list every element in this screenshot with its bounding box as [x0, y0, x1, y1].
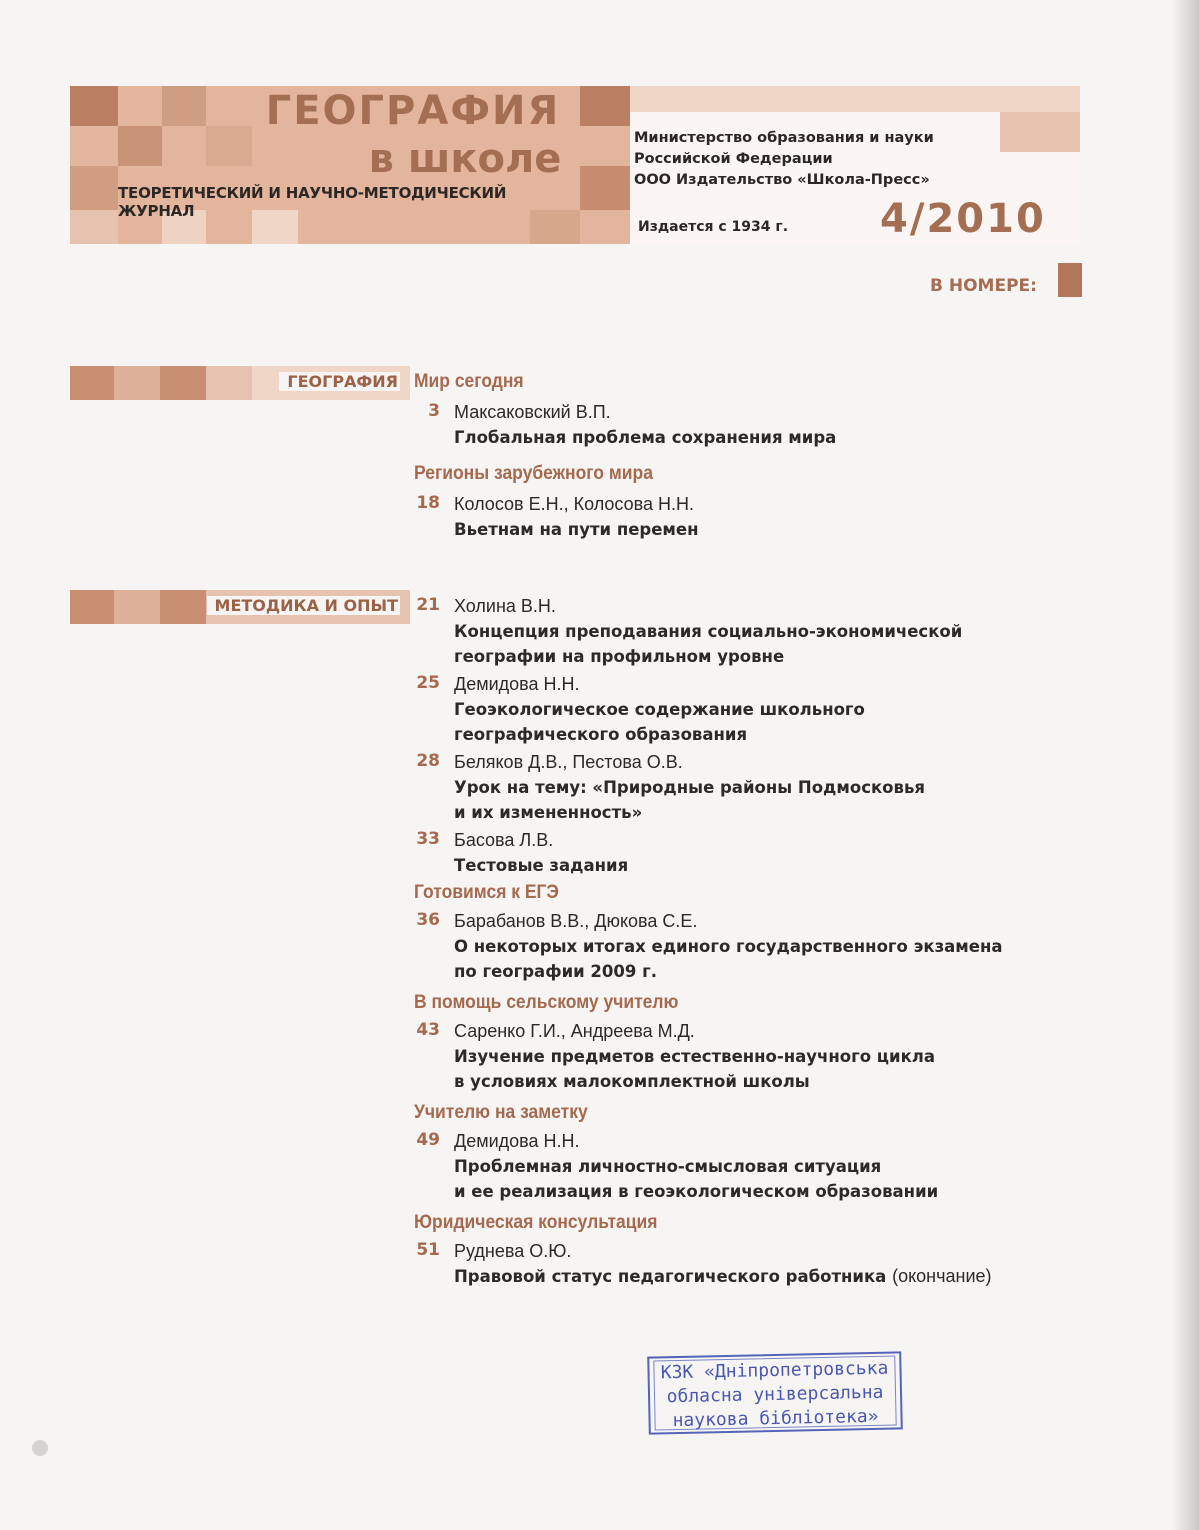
masthead-square: [206, 126, 252, 166]
entry-title: и ее реализация в геоэкологическом образовании: [454, 1182, 939, 1201]
issue-number: 4/2010: [880, 196, 1046, 242]
in-issue-square: [1058, 263, 1082, 297]
in-issue-heading: В НОМЕРЕ:: [930, 276, 1037, 296]
entry-title: и их измененность»: [454, 803, 643, 822]
toc-entry[interactable]: [414, 492, 836, 542]
entry-author: Холина В.Н.: [454, 596, 556, 616]
section-label: МЕТОДИКА И ОПЫТ: [207, 596, 400, 615]
entry-title: Изучение предметов естественно-научного цикла: [454, 1047, 936, 1066]
toc-entry[interactable]: [414, 1019, 1114, 1094]
masthead-square: [580, 166, 630, 210]
entry-title: по географии 2009 г.: [454, 962, 657, 981]
publisher-line: ООО Издательство «Школа-Пресс»: [634, 172, 930, 188]
toc-entry[interactable]: [414, 672, 1114, 747]
rubric-heading: Регионы зарубежного мира: [414, 463, 653, 484]
rubric-heading: Готовимся к ЕГЭ: [414, 882, 559, 903]
entry-title: Вьетнам на пути перемен: [454, 520, 699, 539]
stamp-line: наукова бібліотека»: [672, 1405, 879, 1432]
masthead-square: [630, 86, 1080, 112]
entry-title: Тестовые задания: [454, 856, 629, 875]
entry-title: Геоэкологическое содержание школьного: [454, 700, 865, 719]
page-number: 3: [428, 401, 440, 421]
section-label: ГЕОГРАФИЯ: [279, 372, 400, 391]
toc-section: [414, 594, 1114, 1289]
entry-author: Демидова Н.Н.: [454, 1131, 580, 1151]
entry-title: географии на профильном уровне: [454, 647, 785, 666]
entry-author: Демидова Н.Н.: [454, 674, 580, 694]
toc-section: [414, 370, 836, 542]
rubric-heading: В помощь сельскому учителю: [414, 992, 679, 1013]
entry-author: Руднева О.Ю.: [454, 1241, 572, 1261]
entry-author: Беляков Д.В., Пестова О.В.: [454, 752, 683, 772]
toc-entry[interactable]: [414, 594, 1114, 669]
publisher-block: [634, 128, 994, 191]
publisher-line: Российской Федерации: [634, 151, 833, 167]
page-number: 18: [416, 493, 440, 513]
entry-title: [454, 1264, 1114, 1289]
stamp-line: КЗК «Дніпропетровська: [660, 1357, 889, 1384]
stamp-text: [649, 1356, 900, 1433]
entry-title: Урок на тему: «Природные районы Подмосковья: [454, 778, 925, 797]
binding-hole: [32, 1440, 48, 1456]
entry-title: в условиях малокомплектной школы: [454, 1072, 810, 1091]
page-number: 51: [416, 1240, 440, 1260]
entry-title: Проблемная личностно-смысловая ситуация: [454, 1157, 882, 1176]
page-number: 33: [416, 829, 440, 849]
journal-title: ГЕОГРАФИЯ: [265, 88, 561, 134]
masthead-square: [70, 210, 118, 244]
entry-title-note: (окончание): [892, 1266, 992, 1286]
entry-title-text: Правовой статус педагогического работника: [454, 1267, 887, 1286]
toc-entry[interactable]: [414, 750, 1114, 825]
masthead-square: [162, 86, 206, 126]
toc-entry[interactable]: [414, 828, 1114, 878]
section-band-geography: [70, 366, 410, 400]
page-number: 21: [416, 595, 440, 615]
published-since: Издается с 1934 г.: [638, 219, 789, 235]
entry-author: Максаковский В.П.: [454, 402, 611, 422]
entry-author: Колосов Е.Н., Колосова Н.Н.: [454, 494, 695, 514]
entry-author: Басова Л.В.: [454, 830, 554, 850]
masthead-square: [118, 126, 162, 166]
entry-title: О некоторых итогах единого государственного экзамена: [454, 937, 1003, 956]
stamp-line: обласна універсальна: [666, 1381, 884, 1408]
entry-title: географического образования: [454, 725, 748, 744]
journal-title-sub: в школе: [368, 136, 562, 182]
page-number: 36: [416, 910, 440, 930]
page-number: 49: [416, 1130, 440, 1150]
entry-title: Концепция преподавания социально-экономической: [454, 622, 963, 641]
toc-entry[interactable]: [414, 909, 1114, 984]
toc-entry[interactable]: [414, 1129, 1114, 1204]
masthead-square: [580, 86, 630, 126]
masthead-square: [70, 166, 118, 210]
publisher-line: Министерство образования и науки: [634, 130, 934, 146]
rubric-heading: Мир сегодня: [414, 371, 524, 392]
entry-author: Барабанов В.В., Дюкова С.Е.: [454, 911, 698, 931]
toc-entry[interactable]: [414, 400, 836, 450]
entry-author: Саренко Г.И., Андреева М.Д.: [454, 1021, 695, 1041]
library-stamp: [647, 1351, 903, 1434]
page-number: 43: [416, 1020, 440, 1040]
rubric-heading: Учителю на заметку: [414, 1102, 588, 1123]
rubric-heading: Юридическая консультация: [414, 1212, 658, 1233]
toc-entry[interactable]: [414, 1239, 1114, 1289]
masthead-square: [70, 86, 118, 126]
page-number: 28: [416, 751, 440, 771]
journal-subtitle: ТЕОРЕТИЧЕСКИЙ И НАУЧНО-МЕТОДИЧЕСКИЙ ЖУРНАЛ: [118, 184, 507, 220]
entry-title: Глобальная проблема сохранения мира: [454, 428, 837, 447]
page-spine-shadow: [1173, 0, 1199, 1530]
section-band-methods: [70, 590, 410, 624]
masthead-square: [1000, 112, 1080, 152]
page-number: 25: [416, 673, 440, 693]
